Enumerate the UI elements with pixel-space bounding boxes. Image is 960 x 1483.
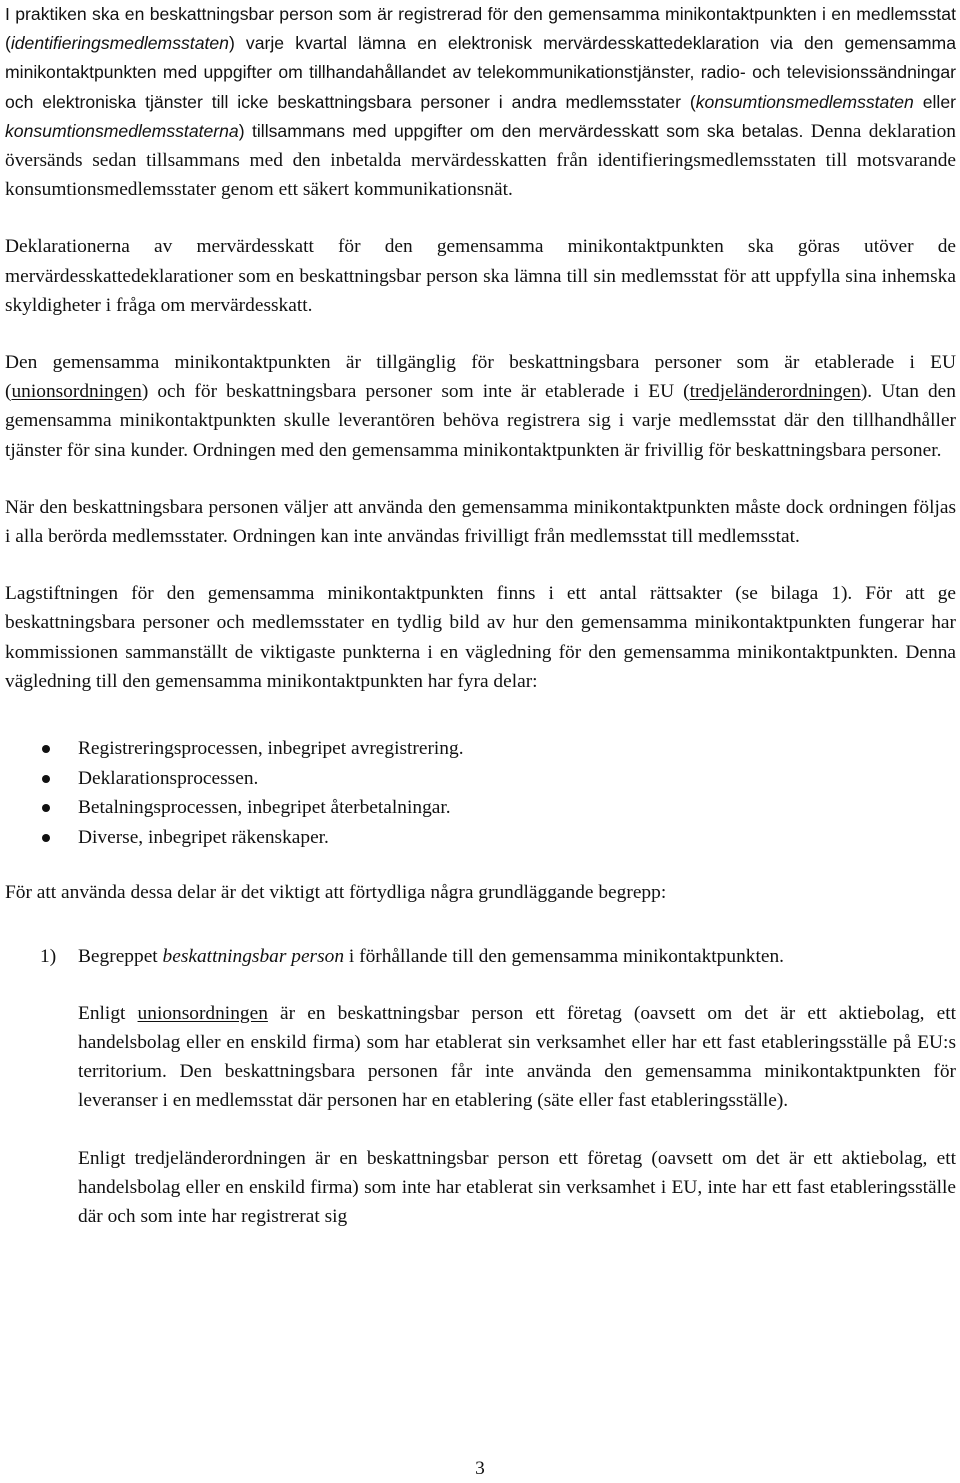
text-run: är en beskattningsbar person ett företag (oavsett om det är ett aktiebolag, ett handelsbolag eller en enskild firma) som har etablerat sin verksamhet eller har ett fast etableringsställe på EU:s territorium. Den beskattningsbara personen får inte använda den gemensamma minikontaktpunkten för leveranser i en medlemsstat där personen har en etablering (säte eller fast etableringsställe). (78, 1002, 957, 1112)
text-run: Denna deklaration översänds sedan tillsammans med den inbetalda mervärdesskatten från identifieringsmedlemsstaten till motsvarande konsumtionsmedlemsstater genom ett säkert kommunikationsnät. (5, 120, 956, 201)
bullet-icon (42, 804, 50, 812)
paragraph-begrepp: För att använda dessa delar är det viktigt att förtydliga några grundläggande begrepp: (5, 882, 667, 904)
page-number: 3 (475, 1458, 485, 1479)
term-identifieringsmedlemsstaten: identifieringsmedlemsstaten (10, 33, 229, 54)
paragraph-unionsordningen (5, 999, 956, 1116)
term-unionsordningen: unionsordningen (137, 1002, 268, 1024)
bullet-list (5, 734, 956, 852)
bullet-icon (42, 775, 50, 783)
text-run: Begreppet (78, 945, 163, 967)
text-run: ). Utan den gemensamma minikontaktpunkten skulle leverantören behöva registrera sig i varje medlemsstat där den tillhandhåller tjänster för sina kunder. Ordningen med den gemensamma minikontaktpunkten är frivillig för beskattningsbara personer. (5, 381, 956, 461)
text-run: I praktiken ska en beskattningsbar person som är registrerad för den gemensamma minikontaktpunkten i en medlemsstat ( (5, 4, 956, 54)
list-item: Betalningsprocessen, inbegripet återbetalningar. (5, 793, 956, 823)
paragraph-lagstiftning: Lagstiftningen för den gemensamma minikontaktpunkten finns i ett antal rättsakter (se bilaga 1). För att ge beskattningsbara personer och medlemsstater en tydlig bild av hur den gemensamma minikontaktpunkten fungerar har kommissionen sammanställt de viktigaste punkterna i en vägledning för den gemensamma minikontaktpunkten. Denna vägledning till den gemensamma minikontaktpunkten har fyra delar: (5, 583, 956, 692)
term-konsumtionsmedlemsstaten: konsumtionsmedlemsstaten (695, 91, 914, 112)
bullet-icon (42, 745, 50, 753)
text-run: eller (913, 91, 956, 112)
text-run: ) och för beskattningsbara personer som inte är etablerade i EU ( (141, 381, 690, 403)
term-unionsordningen: unionsordningen (11, 381, 142, 403)
term-beskattningsbar-person: beskattningsbar person (162, 945, 345, 967)
text-run: ) tillsammans med uppgifter om den mervärdesskatt som ska betalas. (238, 120, 804, 141)
text-run: Enligt (78, 1002, 138, 1024)
term-konsumtionsmedlemsstaterna: konsumtionsmedlemsstaterna (5, 120, 239, 141)
paragraph-tredjelanderordningen: Enligt tredjeländerordningen är en beskattningsbar person ett företag (oavsett om det är ett aktiebolag, ett handelsbolag eller en enskild firma) som inte har etablerat sin verksamhet i EU, inte har ett fast etableringsställe där och som inte har registrerat sig (78, 1147, 956, 1228)
item-number: 1) (40, 945, 57, 967)
list-item: Registreringsprocessen, inbegripet avregistrering. (5, 734, 956, 764)
text-run: ) varje kvartal lämna en elektronisk mervärdesskattedeklaration via den gemensamma minikontaktpunkten med uppgifter om tillhandahållandet av telekommunikationstjänster, radio- och televisionssändningar och elektroniska tjänster till icke beskattningsbara personer i andra medlemsstater ( (5, 33, 956, 112)
document-page (5, 0, 956, 1231)
list-item: Diverse, inbegripet räkenskaper. (5, 823, 956, 853)
bullet-icon (42, 834, 50, 842)
text-run: i förhållande till den gemensamma minikontaktpunkten. (344, 945, 785, 967)
term-tredjelanderordningen: tredjeländerordningen (689, 381, 861, 403)
paragraph-deklarationer: Deklarationerna av mervärdesskatt för den gemensamma minikontaktpunkten ska göras utöver de mervärdesskattedeklarationer som en beskattningsbar person ska lämna till sin medlemsstat för att uppfylla sina inhemska skyldigheter i fråga om mervärdesskatt. (5, 236, 956, 316)
paragraph-intro (5, 0, 956, 204)
numbered-item (5, 942, 956, 971)
list-item: Deklarationsprocessen. (5, 764, 956, 794)
paragraph-ordningar (5, 348, 956, 465)
paragraph-frivillig: När den beskattningsbara personen väljer att använda den gemensamma minikontaktpunkten måste dock ordningen följas i alla berörda medlemsstater. Ordningen kan inte användas frivilligt från medlemsstat till medlemsstat. (5, 496, 956, 548)
text-run: Den gemensamma minikontaktpunkten är tillgänglig för beskattningsbara personer som är etablerade i EU ( (5, 352, 956, 403)
